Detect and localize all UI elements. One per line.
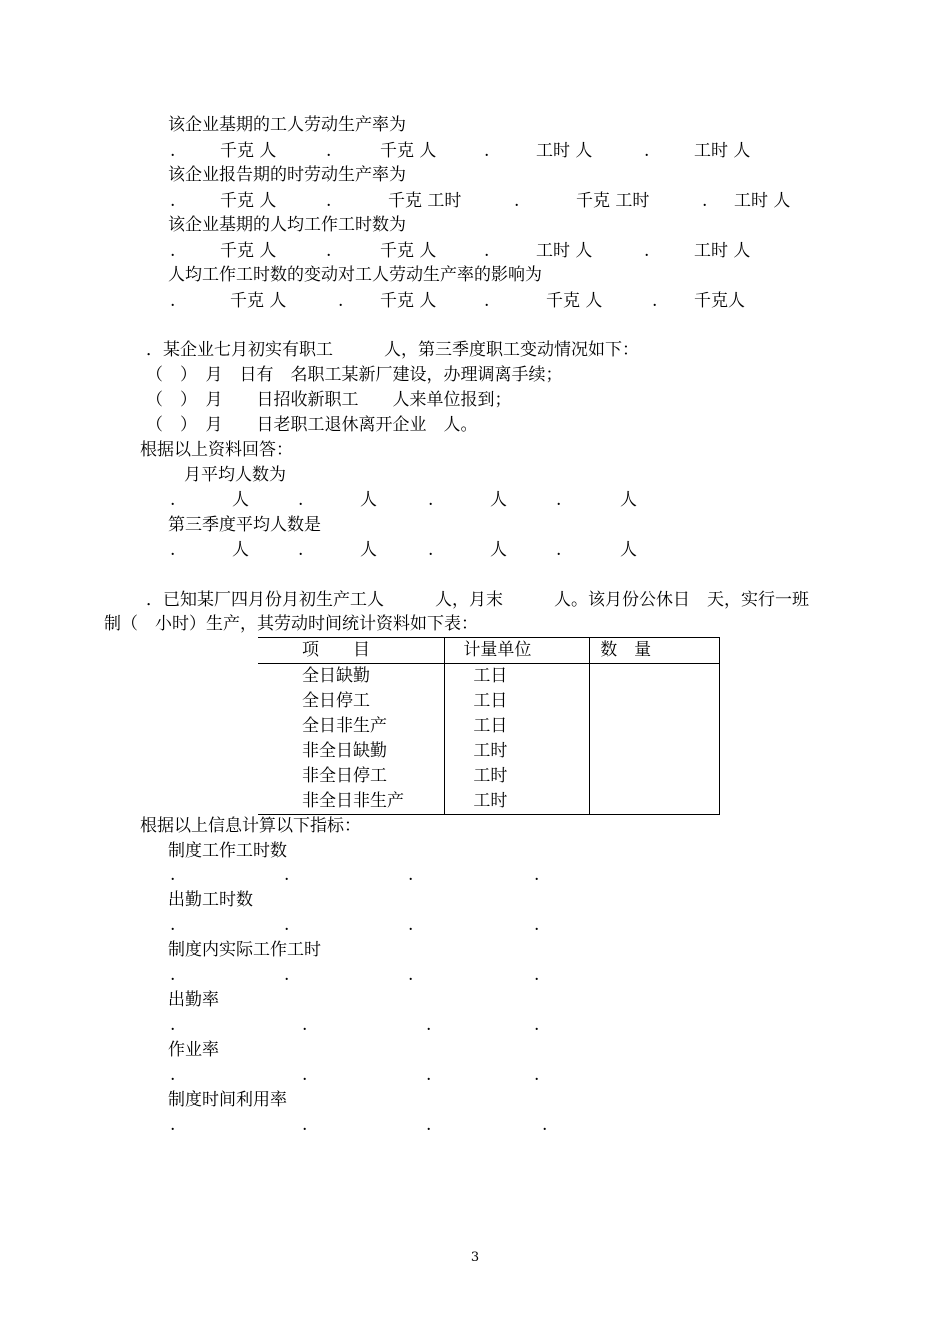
table-row (258, 664, 720, 690)
option-marker: . (326, 141, 332, 161)
option-a: 人 (232, 490, 249, 510)
option-marker: . (534, 915, 540, 935)
page-number: 3 (470, 1250, 480, 1265)
option-marker: . (284, 965, 290, 985)
option-b: 千克 工时 (388, 191, 462, 211)
option-marker: . (298, 490, 304, 510)
option-marker: . (644, 141, 650, 161)
question-prompt: 制度工作工时数 (168, 841, 287, 861)
question-stem-continued: 制（ 小时）生产，其劳动时间统计资料如下表： (104, 614, 478, 634)
option-b: 人 (360, 540, 377, 560)
option-marker: . (298, 540, 304, 560)
condition-line: （ ） 月 日老职工退休离开企业 人。 (146, 415, 478, 435)
option-marker: . (644, 241, 650, 261)
option-marker: . (702, 191, 708, 211)
option-marker: . (534, 865, 540, 885)
option-marker: . (426, 1115, 432, 1135)
cell-unit: 工时 (445, 764, 590, 789)
option-marker: . (302, 1115, 308, 1135)
cell-item: 非全日停工 (302, 766, 387, 786)
option-c: 工时 人 (536, 241, 593, 261)
cell-quantity (590, 714, 720, 739)
option-c: 千克 工时 (576, 191, 650, 211)
option-marker: . (484, 291, 490, 311)
option-marker: . (426, 1065, 432, 1085)
option-marker: . (170, 490, 176, 510)
option-marker: . (408, 965, 414, 985)
question-stem: ．某企业七月初实有职工 人，第三季度职工变动情况如下： (146, 340, 639, 360)
cell-quantity (590, 764, 720, 789)
condition-line: （ ） 月 日招收新职工 人来单位报到； (146, 390, 512, 410)
option-marker: . (338, 291, 344, 311)
question-stem: ．已知某厂四月份月初生产工人 人，月末 人。该月份公休日 天，实行一班 (146, 590, 809, 610)
option-marker: . (170, 965, 176, 985)
option-d: 工时 人 (734, 191, 791, 211)
cell-unit: 工日 (445, 689, 590, 714)
cell-unit: 工时 (445, 789, 590, 815)
option-b: 千克 人 (380, 241, 437, 261)
option-marker: . (408, 915, 414, 935)
option-marker: . (428, 490, 434, 510)
question-prompt: 作业率 (168, 1040, 219, 1060)
cell-quantity (590, 739, 720, 764)
question-prompt: 出勤工时数 (168, 890, 253, 910)
cell-item: 非全日缺勤 (302, 741, 387, 761)
condition-line: （ ） 月 日有 名职工某新厂建设，办理调离手续； (146, 365, 563, 385)
column-header-unit: 计量单位 (445, 638, 590, 664)
question-prompt: 月平均人数为 (184, 465, 286, 485)
question-prompt: 制度内实际工作工时 (168, 940, 321, 960)
option-marker: . (542, 1115, 548, 1135)
question-prompt: 该企业基期的人均工作工时数为 (168, 215, 406, 235)
cell-quantity (590, 789, 720, 815)
option-marker: . (170, 241, 176, 261)
option-b: 千克 人 (380, 291, 437, 311)
option-d: 人 (620, 540, 637, 560)
option-marker: . (484, 141, 490, 161)
option-marker: . (556, 490, 562, 510)
option-marker: . (170, 540, 176, 560)
option-marker: . (302, 1065, 308, 1085)
option-c: 人 (490, 540, 507, 560)
option-a: 千克 人 (220, 241, 277, 261)
option-marker: . (426, 1015, 432, 1035)
option-c: 千克 人 (546, 291, 603, 311)
column-header-quantity: 数 量 (590, 638, 720, 664)
option-marker: . (484, 241, 490, 261)
option-marker: . (534, 1065, 540, 1085)
option-c: 人 (490, 490, 507, 510)
option-d: 人 (620, 490, 637, 510)
table-row (258, 714, 720, 739)
option-marker: . (534, 965, 540, 985)
labor-time-table (258, 637, 720, 815)
instruction-text: 根据以上信息计算以下指标： (140, 816, 361, 836)
cell-unit: 工时 (445, 739, 590, 764)
cell-item: 全日停工 (302, 691, 370, 711)
option-marker: . (556, 540, 562, 560)
option-marker: . (326, 191, 332, 211)
cell-unit: 工日 (445, 714, 590, 739)
option-d: 工时 人 (694, 141, 751, 161)
option-a: 千克 人 (230, 291, 287, 311)
column-header-item: 项 目 (258, 638, 445, 664)
cell-unit: 工日 (445, 664, 590, 690)
table-row (258, 764, 720, 789)
table-row (258, 789, 720, 815)
option-marker: . (428, 540, 434, 560)
option-marker: . (170, 291, 176, 311)
cell-quantity (590, 664, 720, 690)
option-marker: . (170, 191, 176, 211)
option-c: 工时 人 (536, 141, 593, 161)
option-a: 千克 人 (220, 141, 277, 161)
question-prompt: 出勤率 (168, 990, 219, 1010)
question-prompt: 第三季度平均人数是 (168, 515, 321, 535)
option-b: 千克 人 (380, 141, 437, 161)
option-marker: . (170, 1065, 176, 1085)
cell-item: 全日缺勤 (302, 666, 370, 686)
option-marker: . (408, 865, 414, 885)
table-row (258, 739, 720, 764)
option-marker: . (652, 291, 658, 311)
option-marker: . (170, 141, 176, 161)
option-marker: . (326, 241, 332, 261)
question-prompt: 该企业报告期的时劳动生产率为 (168, 165, 406, 185)
table-header-row (258, 638, 720, 664)
option-a: 人 (232, 540, 249, 560)
option-d: 千克人 (694, 291, 745, 311)
option-marker: . (534, 1015, 540, 1035)
option-marker: . (170, 1015, 176, 1035)
option-marker: . (284, 865, 290, 885)
cell-quantity (590, 689, 720, 714)
table-row (258, 689, 720, 714)
option-marker: . (514, 191, 520, 211)
instruction-text: 根据以上资料回答： (140, 440, 293, 460)
option-marker: . (284, 915, 290, 935)
option-marker: . (302, 1015, 308, 1035)
question-prompt: 该企业基期的工人劳动生产率为 (168, 115, 406, 135)
question-prompt: 人均工作工时数的变动对工人劳动生产率的影响为 (168, 265, 542, 285)
option-marker: . (170, 865, 176, 885)
option-marker: . (170, 915, 176, 935)
question-prompt: 制度时间利用率 (168, 1090, 287, 1110)
cell-item: 非全日非生产 (258, 789, 445, 815)
option-marker: . (170, 1115, 176, 1135)
option-b: 人 (360, 490, 377, 510)
option-d: 工时 人 (694, 241, 751, 261)
cell-item: 全日非生产 (302, 716, 387, 736)
option-a: 千克 人 (220, 191, 277, 211)
